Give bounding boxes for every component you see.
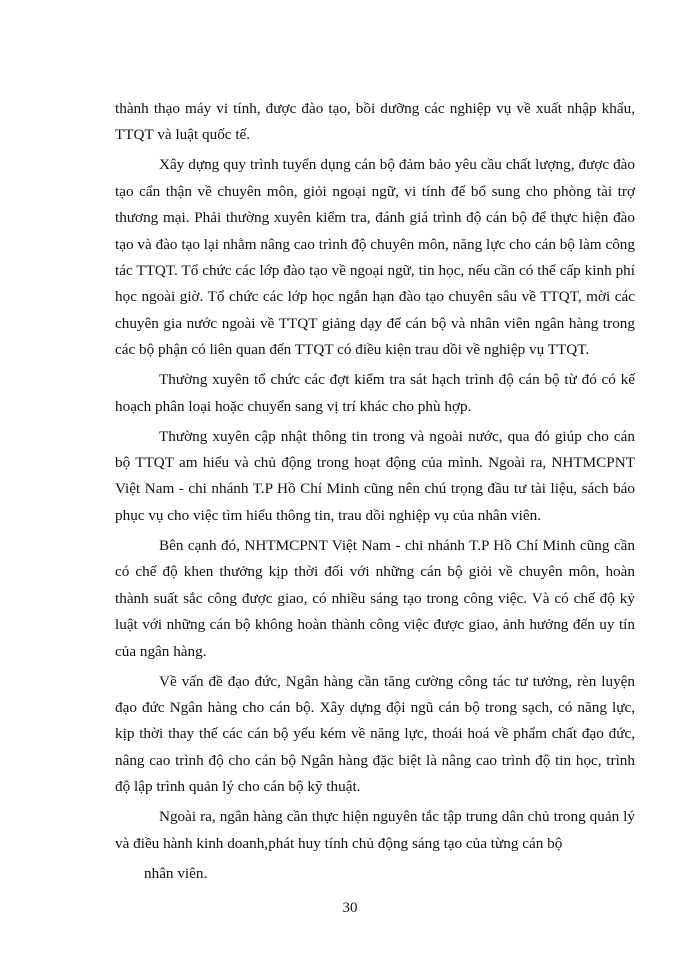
- paragraph-rewards: Bên cạnh đó, NHTMCPNT Việt Nam - chi nhánh T.P Hồ Chí Minh cũng cần có chế độ khen thưởng kịp thời đối với những cán bộ giỏi về chuyên môn, hoàn thành suất sắc công được giao, có nhiều sáng tạo trong công việc. Và có chế độ kỷ luật với những cán bộ không hoàn thành công việc được giao, ảnh hưởng đến uy tín của ngân hàng.: [115, 536, 635, 660]
- paragraph-information: Thường xuyên cập nhật thông tin trong và ngoài nước, qua đó giúp cho cán bộ TTQT am hiểu và chủ động trong hoạt động của mình. Ngoài ra, NHTMCPNT Việt Nam - chi nhánh T.P Hồ Chí Minh cũng nên chú trọng đầu tư tài liệu, sách báo phục vụ cho việc tìm hiểu thông tin, trau dồi nghiệp vụ của nhân viên.: [115, 427, 635, 524]
- paragraph-assessment: Thường xuyên tổ chức các đợt kiểm tra sát hạch trình độ cán bộ từ đó có kế hoạch phân loại hoặc chuyển sang vị trí khác cho phù hợp.: [115, 371, 635, 415]
- paragraph-continuation: thành thạo máy vi tính, được đào tạo, bồi dưỡng các nghiệp vụ về xuất nhập khẩu, TTQT và luật quốc tế.: [115, 100, 635, 144]
- body-text: [115, 96, 635, 891]
- paragraph-recruitment: Xây dựng quy trình tuyển dụng cán bộ đảm bảo yêu cầu chất lượng, được đào tạo cẩn thận về chuyên môn, giỏi ngoại ngữ, vi tính để bổ sung cho phòng tài trợ thương mại. Phải thường xuyên kiểm tra, đánh giá trình độ cán bộ để thực hiện đào tạo và đào tạo lại nhằm nâng cao trình độ chuyên môn, năng lực cho cán bộ làm công tác TTQT. Tổ chức các lớp đào tạo về ngoại ngữ, tin học, nếu cần có thể cấp kinh phí học ngoài giờ. Tổ chức các lớp học ngắn hạn đào tạo chuyên sâu về TTQT, mời các chuyên gia nước ngoài về TTQT giảng dạy để cán bộ và nhân viên ngân hàng trong các bộ phận có liên quan đến TTQT có điều kiện trau dồi về nghiệp vụ TTQT.: [115, 156, 635, 359]
- paragraph-management: Ngoài ra, ngân hàng cần thực hiện nguyên tắc tập trung dân chủ trong quản lý và điều hành kinh doanh,phát huy tính chủ động sáng tạo của từng cán bộ: [115, 808, 635, 852]
- page-number: 30: [342, 900, 358, 916]
- paragraph-tail: nhân viên.: [144, 864, 208, 882]
- paragraph-ethics: Về vấn đề đạo đức, Ngân hàng cần tăng cường công tác tư tưởng, rèn luyện đạo đức Ngân hàng cho cán bộ. Xây dựng đội ngũ cán bộ trong sạch, có năng lực, kịp thời thay thế các cán bộ yếu kém về năng lực, thoái hoá về phẩm chất đạo đức, nâng cao trình độ cho cán bộ Ngân hàng đặc biệt là nâng cao trình độ tin học, trình độ lập trình quản lý cho cán bộ kỹ thuật.: [115, 672, 635, 796]
